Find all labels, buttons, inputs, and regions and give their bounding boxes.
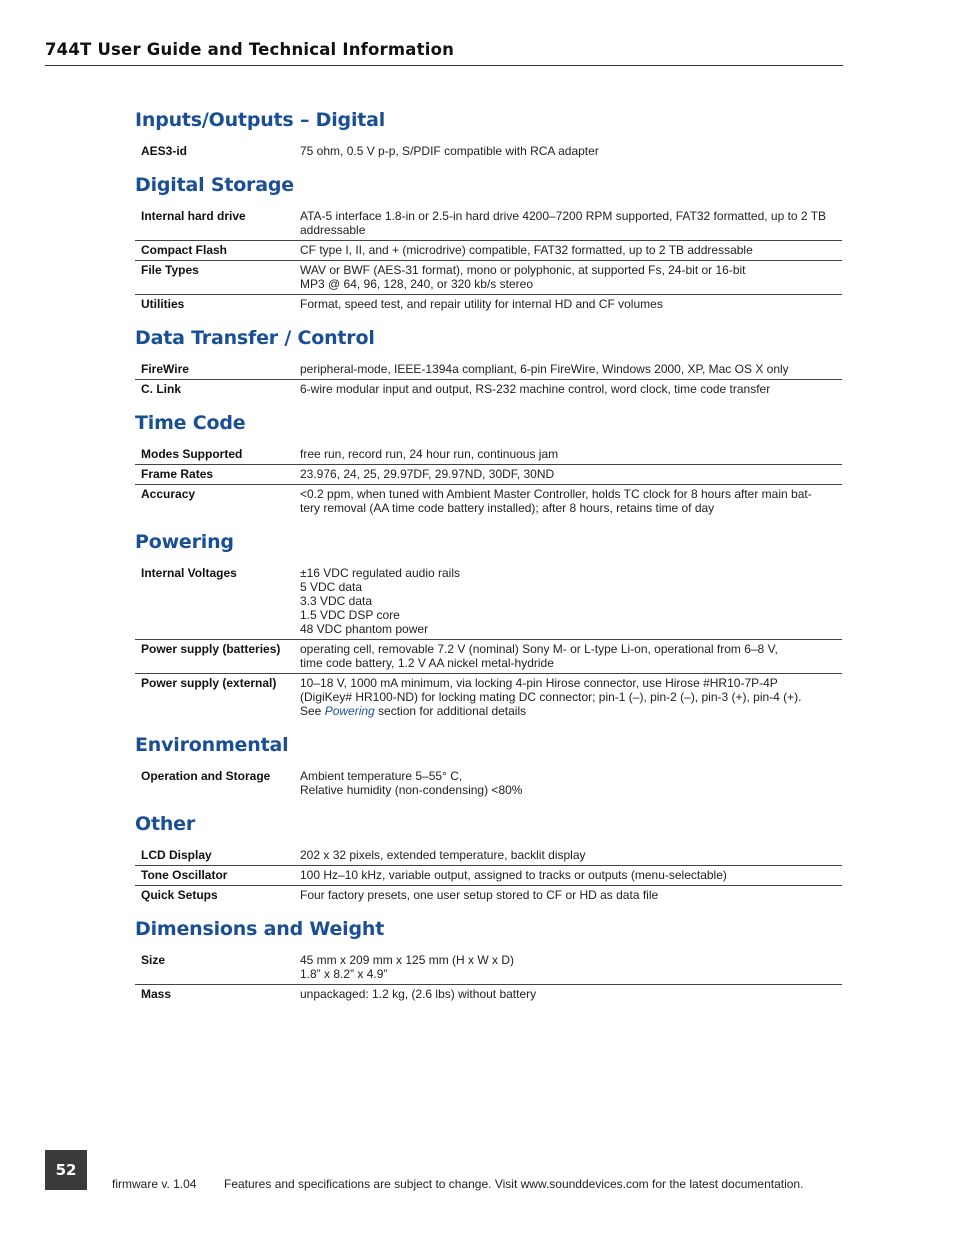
spec-value: 45 mm x 209 mm x 125 mm (H x W x D) 1.8” x 8.2” x 4.9” [300,953,515,981]
section-title: Digital Storage [135,174,294,196]
spec-table [135,846,842,905]
section-time-code [135,409,842,518]
page-header-title: 744T User Guide and Technical Information [45,40,455,59]
spec-value: 75 ohm, 0.5 V p-p, S/PDIF compatible with RCA adapter [300,144,599,158]
spec-value: unpackaged: 1.2 kg, (2.6 lbs) without battery [300,987,537,1001]
spec-label: Compact Flash [141,243,228,257]
spec-row [135,465,842,485]
spec-row [135,640,842,674]
spec-row [135,445,842,465]
spec-row [135,207,842,241]
spec-value: Four factory presets, one user setup stored to CF or HD as data file [300,888,659,902]
spec-label: File Types [141,263,199,277]
spec-row [135,674,842,721]
spec-label: Size [141,953,166,967]
spec-row [135,241,842,261]
section-other [135,810,842,905]
spec-label: Modes Supported [141,447,243,461]
page-number: 52 [45,1150,87,1190]
spec-row [135,767,842,800]
spec-label: Quick Setups [141,888,218,902]
spec-table [135,564,842,721]
spec-table [135,951,842,1004]
section-environmental [135,731,842,800]
spec-label: Operation and Storage [141,769,271,783]
spec-value: ±16 VDC regulated audio rails 5 VDC data 3.3 VDC data 1.5 VDC DSP core 48 VDC phantom power [300,566,461,636]
spec-row [135,380,842,399]
spec-value: free run, record run, 24 hour run, continuous jam [300,447,559,461]
header-divider [45,65,843,66]
section-powering [135,528,842,721]
spec-row [135,886,842,905]
spec-value [300,676,842,718]
section-title: Data Transfer / Control [135,327,375,349]
footer-firmware-version: firmware v. 1.04 [112,1177,197,1191]
spec-value: Ambient temperature 5–55° C, Relative humidity (non-condensing) <80% [300,769,523,797]
spec-label: Accuracy [141,487,196,501]
section-title: Inputs/Outputs – Digital [135,109,386,131]
spec-value: peripheral-mode, IEEE-1394a compliant, 6-pin FireWire, Windows 2000, XP, Mac OS X only [300,362,789,376]
spec-table [135,207,842,314]
spec-row [135,985,842,1004]
spec-row [135,261,842,295]
spec-value: 6-wire modular input and output, RS-232 machine control, word clock, time code transfer [300,382,771,396]
spec-label: LCD Display [141,848,212,862]
spec-table [135,142,842,161]
section-digital-storage [135,171,842,314]
spec-label: Internal hard drive [141,209,246,223]
spec-value: CF type I, II, and + (microdrive) compatible, FAT32 formatted, up to 2 TB addressable [300,243,753,257]
spec-value: 23.976, 24, 25, 29.97DF, 29.97ND, 30DF, 30ND [300,467,555,481]
see-after-text: section for additional details [374,704,527,718]
section-dimensions-weight [135,915,842,1004]
section-title: Other [135,813,196,835]
section-title: Time Code [135,412,246,434]
spec-label: Power supply (external) [141,676,277,690]
section-title: Powering [135,531,234,553]
spec-row [135,866,842,886]
powering-section-link[interactable]: Powering [324,704,375,718]
spec-value: Format, speed test, and repair utility for internal HD and CF volumes [300,297,663,311]
spec-row [135,564,842,640]
spec-label: Internal Voltages [141,566,237,580]
spec-value: 100 Hz–10 kHz, variable output, assigned to tracks or outputs (menu-selectable) [300,868,727,882]
see-text: See [300,704,325,718]
spec-row [135,360,842,380]
spec-row [135,846,842,866]
spec-row [135,485,842,518]
spec-label: Frame Rates [141,467,214,481]
spec-row [135,295,842,314]
spec-label: Mass [141,987,172,1001]
spec-table [135,767,842,800]
section-title: Environmental [135,734,289,756]
section-title: Dimensions and Weight [135,918,385,940]
section-data-transfer-control [135,324,842,399]
spec-content [135,106,842,1014]
spec-label: FireWire [141,362,189,376]
spec-table [135,445,842,518]
spec-label: AES3-id [141,144,188,158]
spec-value-text: 10–18 V, 1000 mA minimum, via locking 4-pin Hirose connector, use Hirose #HR10-7P-4P (DigiKey# HR100-ND) for locking mating DC connector; pin-1 (–), pin-2 (–), pin-3 (+), pin-4 (+). [300,676,802,704]
spec-value: operating cell, removable 7.2 V (nominal) Sony M- or L-type Li-on, operational from 6–8 V, time code battery, 1.2 V AA nickel metal-hydride [300,642,778,670]
spec-table [135,360,842,399]
section-inputs-outputs-digital [135,106,842,161]
footer-disclaimer: Features and specifications are subject to change. Visit www.sounddevices.com for the latest documentation. [224,1177,804,1191]
spec-row [135,951,842,985]
spec-value: <0.2 ppm, when tuned with Ambient Master Controller, holds TC clock for 8 hours after main bat- tery removal (AA time code battery installed); after 8 hours, retains time of day [300,487,812,515]
spec-label: Utilities [141,297,185,311]
spec-value: 202 x 32 pixels, extended temperature, backlit display [300,848,586,862]
spec-label: Tone Oscillator [141,868,228,882]
spec-label: C. Link [141,382,182,396]
spec-value: WAV or BWF (AES-31 format), mono or polyphonic, at supported Fs, 24-bit or 16-bit MP3 @ 64, 96, 128, 240, or 320 kb/s stereo [300,263,746,291]
spec-label: Power supply (batteries) [141,642,281,656]
spec-value: ATA-5 interface 1.8-in or 2.5-in hard drive 4200–7200 RPM supported, FAT32 formatted, up to 2 TB addressable [300,209,827,237]
spec-row [135,142,842,161]
